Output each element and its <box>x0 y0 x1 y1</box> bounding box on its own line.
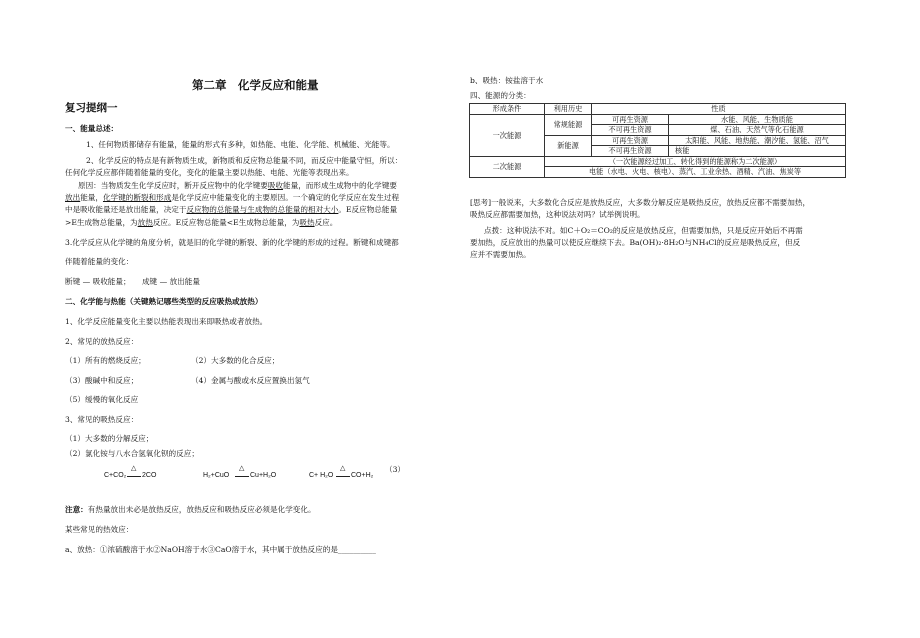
section-1-title: 一、能量总述： <box>65 124 119 133</box>
outline-title: 复习提纲一 <box>65 102 118 114</box>
equation-1-arrow <box>127 476 141 477</box>
section-2-title: 二、化学能与热能（关键熟记哪些类型的反应吸热或放热） <box>65 297 263 306</box>
table-cell: 新能源 <box>545 135 592 156</box>
point-line-2: 要加热，反应放出的热量可以使反应继续下去。Ba(OH)₂·8H₂O与NH₄Cl的反应是吸热反应，但反 <box>470 238 801 247</box>
exo-4: （4）金属与酸或水反应置换出氢气 <box>191 376 310 385</box>
table-row <box>470 114 846 125</box>
equation-3-right: CO+H₂ <box>351 472 374 479</box>
question-a: a、放热：①浓硫酸溶于水②NaOH溶于水③CaO溶于水，其中属于放热反应的是__________ <box>65 545 376 554</box>
item-q1: 1、化学反应能量变化主要以热能表现出来即吸热或者放热。 <box>65 317 268 326</box>
exo-5: （5）缓慢的氧化反应 <box>65 395 139 404</box>
underline-absorb: 吸收 <box>267 181 284 190</box>
table-cell: （一次能源经过加工、转化得到的能源称为二次能源） <box>545 156 846 167</box>
equation-3-left: C+ H₂O <box>309 472 334 479</box>
exo-3: （3）酸碱中和反应； <box>65 376 139 385</box>
equation-3-arrow <box>336 476 350 477</box>
endo-2: （2）氯化铵与八水合氢氧化钡的反应； <box>65 449 199 458</box>
energy-classification-table <box>469 103 846 178</box>
table-cell: 二次能源 <box>470 156 545 177</box>
table-cell: 核能 <box>669 146 846 157</box>
table-cell: 一次能源 <box>470 114 545 156</box>
heat-triangle-icon: △ <box>340 464 346 472</box>
equation-2-arrow <box>235 476 249 477</box>
think-line-2: 吸热反应都需要加热，这种说法对吗？试举例说明。 <box>470 210 645 219</box>
item-q2: 2、常见的放热反应： <box>65 337 139 346</box>
table-cell: 可再生资源 <box>592 114 669 125</box>
paragraph-5: 断键 — 吸收能量； 成键 — 放出能量 <box>65 277 200 286</box>
paragraph-4a: 3.化学反应从化学键的角度分析，就是旧的化学键的断裂、新的化学键的形成的过程。断键和成键都 <box>65 238 399 247</box>
point-line-1: 点拨：这种说法不对。如C＋O₂＝CO₂的反应是放热反应，但需要加热，只是反应开始后不再需 <box>484 226 803 235</box>
underline-exothermic: 放热 <box>137 218 153 227</box>
paragraph-3c: 中是吸收能量还是放出能量，决定于反应物的总能量与生成物的总能量的相对大小。E反应物总能量 <box>65 205 398 214</box>
paragraph-2a: 2、化学反应的特点是有新物质生成，新物质和反应物总能量不同，而反应中能量守恒，所以： <box>86 156 403 165</box>
note-label: 注意： <box>65 505 88 514</box>
table-row <box>470 156 846 167</box>
heat-triangle-icon: △ <box>239 464 245 472</box>
table-cell: 电能（水电、火电、核电）、蒸汽、工业余热、酒精、汽油、焦炭等 <box>545 167 846 178</box>
paragraph-3d: >E生成物总能量，为放热反应。E反应物总能量<E生成物总能量，为吸热反应。 <box>65 218 338 227</box>
note: 注意：有热量放出未必是放热反应，放热反应和吸热反应必须是化学变化。 <box>65 505 316 514</box>
common-effects: 某些常见的热效应： <box>65 525 134 534</box>
underline-endothermic: 吸热 <box>299 218 315 227</box>
exo-1: （1）所有的燃烧反应； <box>65 356 146 365</box>
item-q3: 3、常见的吸热反应： <box>65 415 139 424</box>
equation-1-left: C+CO₂ <box>104 472 127 479</box>
point-line-3: 应并不需要加热。 <box>470 250 531 259</box>
paragraph-4b: 伴随着能量的变化： <box>65 257 134 266</box>
question-b: b、吸热：铵盐溶于水 <box>470 76 544 85</box>
paragraph-3a: 原因：当物质发生化学反应时，断开反应物中的化学键要吸收能量，而形成生成物中的化学键要 <box>78 181 397 190</box>
paragraph-1: 1、任何物质都储存有能量，能量的形式有多种，如热能、电能、化学能、机械能、光能等。 <box>86 140 395 149</box>
section-4-title: 四、能源的分类： <box>470 91 531 100</box>
equation-number: （3） <box>385 465 406 474</box>
equation-1-right: 2CO <box>142 472 157 479</box>
heat-triangle-icon: △ <box>131 464 137 472</box>
table-cell: 煤、石油、天然气等化石能源 <box>669 125 846 136</box>
underline-relative-energy: 反应物的总能量与生成物的总能量的相对大小 <box>186 205 339 214</box>
paragraph-2b: 任何化学反应都伴随着能量的变化，变化的能量主要以热能、电能、光能等表现出来。 <box>65 168 354 177</box>
paragraph-3b: 放出能量，化学键的断裂和形成是化学反应中能量变化的主要原因。一个确定的化学反应在发生过程 <box>65 193 400 202</box>
exo-2: （2）大多数的化合反应； <box>191 356 280 365</box>
endo-1: （1）大多数的分解反应； <box>65 434 154 443</box>
table-cell: 常规能源 <box>545 114 592 135</box>
table-cell: 可再生资源 <box>592 135 669 146</box>
think-line-1: [思考]一般说来，大多数化合反应是放热反应，大多数分解反应是吸热反应，放热反应都不需要加热， <box>470 198 811 207</box>
table-header: 性质 <box>592 104 846 115</box>
equation-2-left: H₂+CuO <box>203 472 230 479</box>
chapter-title: 第二章 化学反应和能量 <box>192 78 319 92</box>
equation-2-right: Cu+H₂O <box>250 472 277 479</box>
table-header: 利用历史 <box>545 104 592 115</box>
table-cell: 不可再生资源 <box>592 125 669 136</box>
table-cell: 太阳能、风能、地热能、潮汐能、氢能、沼气 <box>669 135 846 146</box>
table-cell: 水能、风能、生物质能 <box>669 114 846 125</box>
table-header: 形成条件 <box>470 104 545 115</box>
table-cell: 不可再生资源 <box>592 146 669 157</box>
table-row <box>470 104 846 115</box>
underline-bond-break: 化学键的断裂和形成 <box>102 193 172 202</box>
underline-release: 放出 <box>65 193 81 202</box>
